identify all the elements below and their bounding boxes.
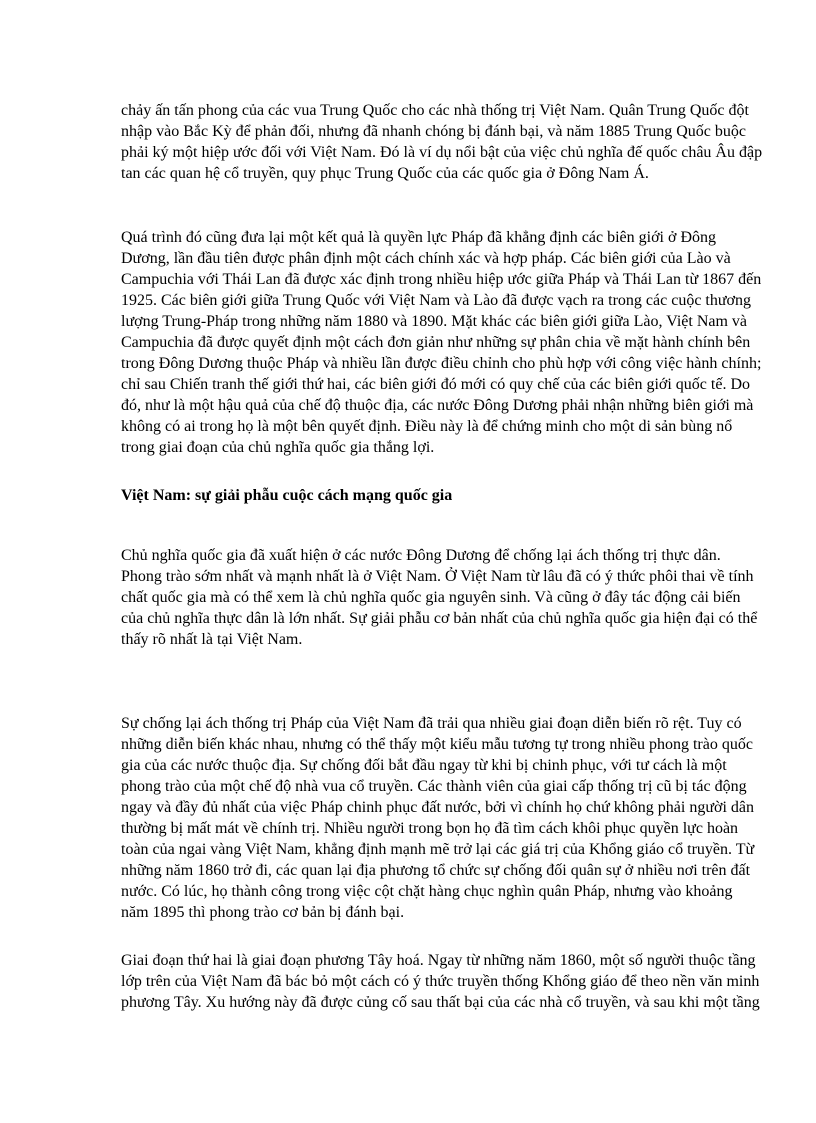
text-line: Campuchia đã được quyết định một cách đơn giản như những sự phân chia về mặt hành chính bên <box>121 334 751 351</box>
text-line: những diễn biến khác nhau, nhưng có thể thấy một kiểu mẫu tương tự trong nhiều phong trào quốc <box>121 736 753 753</box>
text-line: gia của các nước thuộc địa. Sự chống đối bắt đầu ngay từ khi bị chinh phục, với tư cách là một <box>121 757 727 774</box>
text-line: phương Tây. Xu hướng này đã được củng cố sau thất bại của các nhà cổ truyền, và sau khi một tầng <box>121 994 760 1011</box>
text-line: lớp trên của Việt Nam đã bác bỏ một cách có ý thức truyền thống Khổng giáo để theo nền văn minh <box>121 973 760 990</box>
text-line: những năm 1860 trở đi, các quan lại địa phương tổ chức sự chống đối quân sự ở nhiều nơi trên đất <box>121 862 751 879</box>
text-line: phải ký một hiệp ước đối với Việt Nam. Đó là ví dụ nổi bật của việc chủ nghĩa đế quốc châu Âu đập <box>121 144 763 161</box>
paragraph-1 <box>121 100 811 184</box>
text-line: lượng Trung-Pháp trong những năm 1880 và 1890. Mặt khác các biên giới giữa Lào, Việt Nam và <box>121 313 748 330</box>
text-line: Phong trào sớm nhất và mạnh nhất là ở Việt Nam. Ở Việt Nam từ lâu đã có ý thức phôi thai về tính <box>121 568 754 585</box>
text-line: phong trào của một chế độ nhà vua cổ truyền. Các thành viên của giai cấp thống trị cũ bị tác động <box>121 778 747 795</box>
text-line: Dương, lần đầu tiên được phân định một cách chính xác và hợp pháp. Các biên giới của Lào và <box>121 250 731 267</box>
text-line: trong Đông Dương thuộc Pháp và nhiều lần được điều chỉnh cho phù hợp với công việc hành chính; <box>121 355 762 372</box>
text-line: tan các quan hệ cổ truyền, quy phục Trung Quốc của các quốc gia ở Đông Nam Á. <box>121 165 649 182</box>
paragraph-2 <box>121 227 811 458</box>
text-line: trong giai đoạn của chủ nghĩa quốc gia thắng lợi. <box>121 439 435 456</box>
text-line: năm 1895 thì phong trào cơ bản bị đánh bại. <box>121 904 405 921</box>
text-line: Giai đoạn thứ hai là giai đoạn phương Tây hoá. Ngay từ những năm 1860, một số người thuộc tầng <box>121 952 756 969</box>
text-line: toàn của ngai vàng Việt Nam, khẳng định mạnh mẽ trở lại các giá trị của Khổng giáo cổ truyền. Từ <box>121 841 755 858</box>
text-line: chảy ấn tấn phong của các vua Trung Quốc cho các nhà thống trị Việt Nam. Quân Trung Quốc đột <box>121 102 749 119</box>
text-line: Quá trình đó cũng đưa lại một kết quả là quyền lực Pháp đã khẳng định các biên giới ở Đông <box>121 229 717 246</box>
paragraph-5 <box>121 950 811 1013</box>
text-line: của chủ nghĩa thực dân là lớn nhất. Sự giải phẫu cơ bản nhất của chủ nghĩa quốc gia hiện đại có thể <box>121 610 758 627</box>
text-line: nhập vào Bắc Kỳ để phản đối, nhưng đã nhanh chóng bị đánh bại, và năm 1885 Trung Quốc buộc <box>121 123 747 140</box>
text-line: Campuchia với Thái Lan đã được xác định trong nhiều hiệp ước giữa Pháp và Thái Lan từ 1867 đến <box>121 271 762 288</box>
section-heading: Việt Nam: sự giải phẫu cuộc cách mạng quốc gia <box>121 487 453 504</box>
text-line: ngay và đầy đủ nhất của việc Pháp chinh phục đất nước, bởi vì chính họ chứ không phải người dân <box>121 799 755 816</box>
text-line: thấy rõ nhất là tại Việt Nam. <box>121 631 303 648</box>
text-line: chất quốc gia mà có thể xem là chủ nghĩa quốc gia nguyên sinh. Và cũng ở đây tác động cải biến <box>121 589 741 606</box>
paragraph-4 <box>121 713 811 923</box>
text-line: không có ai trong họ là một bên quyết định. Điều này là để chứng minh cho một di sản bùng nổ <box>121 418 733 435</box>
text-line: chỉ sau Chiến tranh thế giới thứ hai, các biên giới đó mới có quy chế của các biên giới quốc tế. Do <box>121 376 750 393</box>
text-line: Sự chống lại ách thống trị Pháp của Việt Nam đã trải qua nhiều giai đoạn diễn biến rõ rệt. Tuy có <box>121 715 742 732</box>
text-line: 1925. Các biên giới giữa Trung Quốc với Việt Nam và Lào đã được vạch ra trong các cuộc thương <box>121 292 752 309</box>
text-line: thường bị mất mát về chính trị. Nhiều người trong bọn họ đã tìm cách khôi phục quyền lực hoàn <box>121 820 739 837</box>
text-line: đó, như là một hậu quả của chế độ thuộc địa, các nước Đông Dương phải nhận những biên giới mà <box>121 397 754 414</box>
text-line: Chủ nghĩa quốc gia đã xuất hiện ở các nước Đông Dương để chống lại ách thống trị thực dân. <box>121 547 721 564</box>
paragraph-3 <box>121 545 811 650</box>
text-line: nước. Có lúc, họ thành công trong việc cột chặt hàng chục nghìn quân Pháp, nhưng vào khoảng <box>121 883 733 900</box>
